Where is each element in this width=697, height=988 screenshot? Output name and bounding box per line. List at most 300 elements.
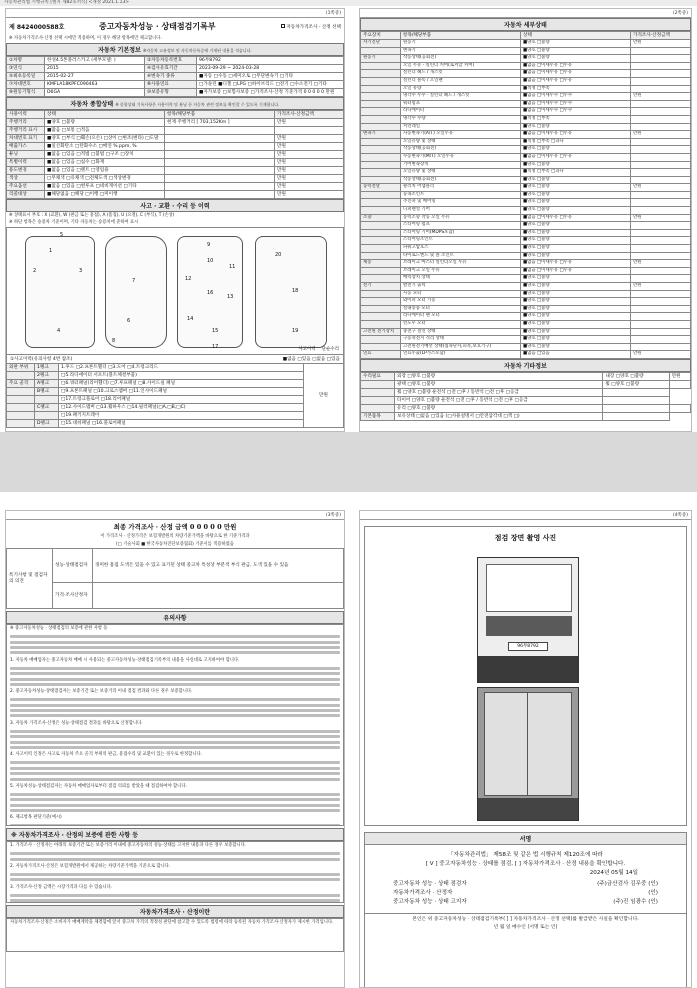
- detail-row: [361, 275, 691, 283]
- summary-cell: ■해당없음 □해당 □이행 □미이행: [45, 190, 165, 198]
- guarantee-item: 2. 자동차가격조사·산정은 보험개발원에서 제공하는 차량기준가액을 기준으로 합니다.: [10, 863, 171, 869]
- detail-row: [361, 62, 691, 70]
- detail-cell: [361, 153, 401, 161]
- signer-role: 자동차가격조사 · 산정자: [393, 890, 453, 896]
- detail-cell: [631, 85, 691, 93]
- sign-line-1: 「자동차관리법」 제58조 및 같은 법 시행규칙 제120조에 따라: [448, 852, 603, 858]
- basic-info-cell: ■자가보증 □보험사보증 □가격조사·산정 기준가격 0 0 0 0 0 만원: [197, 88, 344, 96]
- detail-cell: [361, 313, 401, 321]
- detail-cell: ■양호 □불량: [521, 245, 631, 253]
- summary-row: [7, 126, 344, 134]
- detail-cell: [361, 146, 401, 154]
- form-notice: ※ 자동차가격조사·산정 선택 시에만 적용하며, 이 경우 해당 항목에만 체크합니다.: [9, 36, 162, 41]
- summary-row: [7, 118, 344, 126]
- basic-info-cell: □가솔린 ■디젤 □LPG □하이브리드 □전기 □수소전기 □기타: [197, 80, 344, 88]
- detail-cell: 고전원 전기장치: [361, 328, 401, 336]
- page-4: [359, 510, 692, 988]
- sign-title: 서명: [519, 836, 532, 843]
- detail-cell: 만원: [631, 283, 691, 291]
- detail-row: [361, 260, 691, 268]
- frame-price: 만원: [304, 363, 344, 427]
- detail-cell: ■양호 □불량: [521, 40, 631, 48]
- detail-cell: [361, 275, 401, 283]
- diagram-legend: [292, 346, 339, 352]
- detail-row: [361, 184, 691, 192]
- detail-row: [361, 351, 691, 359]
- summary-row: [7, 182, 344, 190]
- page-mark: (2쪽중): [672, 11, 688, 16]
- price-check-label: 자동차가격조사 · 산정 선택: [286, 24, 341, 30]
- guarantee-item: 3. 가격조사·산정 금액은 시장가격과 다를 수 있습니다.: [10, 884, 113, 890]
- detail-cell: 오일 유량: [401, 85, 521, 93]
- detail-cell: 브레이크 마스터 실린더오일 누유: [401, 260, 521, 268]
- summary-cell: [165, 190, 275, 198]
- detail-cell: 자기진단: [361, 40, 401, 48]
- detail-cell: [631, 207, 691, 215]
- detail-row: [361, 85, 691, 93]
- other-info-row: [361, 388, 691, 396]
- detail-cell: 수동변속기(M/T) 오일누유: [401, 153, 521, 161]
- detail-cell: 만원: [631, 184, 691, 192]
- diagram-part-number: 5: [60, 231, 64, 238]
- detail-cell: 오일 누유 · 실린더 커버(로커암 커버): [401, 62, 521, 70]
- frame-cell: B랭크: [35, 387, 59, 395]
- detail-cell: ■없음 □미세누유 □누유: [521, 267, 631, 275]
- signer-name: (주)금산검사 김무중 (인): [597, 881, 658, 887]
- basic-info-cell: 2023-09-29 ~ 2024-03-28: [197, 64, 344, 72]
- detail-cell: ■양호 □불량: [521, 290, 631, 298]
- detail-cell: ■없음 □미세누유 □누유: [521, 153, 631, 161]
- detail-cell: 워터펌프: [401, 100, 521, 108]
- detail-cell: [361, 343, 401, 351]
- detail-cell: [631, 47, 691, 55]
- summary-cell: 튜닝: [7, 150, 45, 158]
- basic-info-cell: ⑩보증유형: [145, 88, 197, 96]
- notice-text-lines: [7, 873, 343, 881]
- page-3: [5, 510, 345, 988]
- final-sub-2: (□ 기술사회 ■ 한국자동차진단보증협회) 기준서를 적용하였음: [116, 541, 234, 547]
- detail-cell: [631, 55, 691, 63]
- detail-cell: 오일유량 및 상태: [401, 169, 521, 177]
- detail-cell: 작동상태(공회전): [401, 176, 521, 184]
- detail-cell: [631, 161, 691, 169]
- detail-cell: 동력전달: [361, 184, 401, 192]
- detail-row: [361, 313, 691, 321]
- diagram-part-number: 10: [207, 257, 214, 264]
- detail-table: [360, 31, 691, 359]
- detail-row: [361, 176, 691, 184]
- sign-date: 2024년 05월 14일: [589, 870, 638, 876]
- other-info-row: [361, 412, 691, 420]
- detail-cell: [361, 199, 401, 207]
- notice-list: [6, 624, 344, 826]
- detail-cell: 디퍼렌셜 기어: [401, 207, 521, 215]
- summary-cell: [165, 182, 275, 190]
- other-info-cell: 외장 □양호 □불량: [395, 372, 603, 380]
- guarantee-item: 1. 가격조사 · 산정자는 아래의 보증기간 또는 보증거리 이내에 중고자동차의 성능·상태를 고지한 내용과 다른 경우 보증합니다.: [10, 843, 247, 849]
- detail-cell: 타이로드엔드 및 볼 조인트: [401, 252, 521, 260]
- detail-cell: 배력장치 상태: [401, 275, 521, 283]
- diagram-part-number: 11: [229, 263, 236, 270]
- summary-cell: 리콜대상: [7, 190, 45, 198]
- summary-cell: 주행거리: [7, 118, 45, 126]
- frame-cell: 1랭크: [35, 363, 59, 371]
- summary-cell: 주행거리 표시: [7, 126, 45, 134]
- other-info-cell: [669, 404, 690, 412]
- summary-cell: 만원: [275, 158, 344, 166]
- detail-cell: 충전구 절연 상태: [401, 328, 521, 336]
- detail-cell: 제동: [361, 260, 401, 268]
- detail-cell: 클러치 어셈블리: [401, 184, 521, 192]
- other-info-cell: 휠 □양호 □불량: [603, 380, 669, 388]
- sign-line-2: [ V ] 중고자동차성능 · 상태를 점검, [ ] 자동차가격조사 · 산정 내용을 확인합니다.: [425, 861, 626, 867]
- other-info-cell: [603, 404, 669, 412]
- summary-cell: □무채색 □유채색 □전체도색 □색상변경: [45, 174, 165, 182]
- summary-cell: ■없음 □있음 □렌트 □영업용: [45, 166, 165, 174]
- summary-header-cell: 사용이력: [7, 110, 45, 118]
- signer-role: 중고자동차 성능 · 상태 점검자: [393, 881, 467, 887]
- page-mark: (1쪽중): [325, 11, 341, 16]
- notice-item: 3. 자동차 가격조사·산정은 성능·상태점검 결과를 바탕으로 산정합니다.: [10, 720, 143, 726]
- accident-status-label: ①사고이력(유의사항 4번 참조): [10, 356, 73, 362]
- notice-text-lines: [7, 730, 343, 749]
- detail-cell: [631, 191, 691, 199]
- detail-cell: [361, 298, 401, 306]
- detail-cell: 파워고압호스: [401, 245, 521, 253]
- summary-cell: [275, 126, 344, 134]
- basic-info-row: [7, 64, 344, 72]
- other-info-cell: 유리 □양호 □불량: [395, 404, 603, 412]
- detail-cell: ■양호 □불량: [521, 176, 631, 184]
- summary-cell: ■양호 □부식 □훼손(오손) □상이 □변조(변타) □도말: [45, 134, 165, 142]
- summary-row: [7, 134, 344, 142]
- basic-info-cell: KMFLA18KPFC090463: [45, 80, 145, 88]
- basic-info-cell: ②자동차등록번호: [145, 56, 197, 64]
- detail-cell: 원동기: [401, 40, 521, 48]
- accident-legend: ※ 상태표시 부호 : X (교환), W (판금 또는 용접), A (흠집), U (요철), C (부식), T (손상): [9, 212, 175, 218]
- detail-cell: [631, 169, 691, 177]
- summary-cell: [165, 174, 275, 182]
- detail-row: [361, 100, 691, 108]
- diagram-part-number: 16: [207, 289, 214, 296]
- detail-header-cell: 주요장치: [361, 32, 401, 40]
- page-2: [359, 8, 692, 432]
- detail-cell: 전기: [361, 283, 401, 291]
- window-title-bar: [0, 0, 697, 6]
- detail-cell: 조향: [361, 214, 401, 222]
- detail-cell: [631, 305, 691, 313]
- notice-item: ※ 중고자동차성능 · 상태점검의 보증에 관한 사항 등: [10, 626, 108, 632]
- detail-cell: [631, 313, 691, 321]
- page-mark: (4쪽중): [672, 513, 688, 518]
- final-sub: 이 가격조사 · 산정가격은 보험개발원의 차량기준가액을 바탕으로 한 기준가격과: [100, 534, 250, 539]
- other-info-header: [360, 359, 691, 372]
- diagram-part-number: 2: [33, 267, 37, 274]
- frame-row: [7, 411, 344, 419]
- detail-cell: ■양호 □불량: [521, 320, 631, 328]
- detail-cell: [361, 62, 401, 70]
- detail-cell: [631, 267, 691, 275]
- car-rear-view: [255, 236, 327, 348]
- frame-row: [7, 379, 344, 387]
- detail-cell: ■양호 □불량: [521, 207, 631, 215]
- detail-cell: [631, 298, 691, 306]
- basic-info-cell: ■자동 □수동 □세미오토 □무단변속기 □기타: [197, 72, 344, 80]
- other-info-row: [361, 396, 691, 404]
- special-label: 특기사항 및 점검자의 의견: [7, 549, 53, 609]
- detail-cell: 윈도우 모터: [401, 320, 521, 328]
- diagram-part-number: 9: [207, 241, 211, 248]
- sign-header: [365, 833, 686, 845]
- detail-row: [361, 169, 691, 177]
- basic-info-title: 자동차 기본정보: [98, 46, 141, 54]
- summary-cell: 만원: [275, 150, 344, 158]
- detail-cell: [631, 328, 691, 336]
- summary-cell: 배출가스: [7, 142, 45, 150]
- detail-cell: [361, 93, 401, 101]
- frame-cell: □17.트렁크플로어 □18.리어패널: [59, 395, 304, 403]
- other-info-cell: [361, 388, 395, 396]
- detail-cell: ■없음 □미세누유 □누유: [521, 62, 631, 70]
- detail-cell: [361, 336, 401, 344]
- frame-cell: [7, 395, 35, 403]
- detail-cell: ■양호 □불량: [521, 191, 631, 199]
- notice-text-lines: [7, 852, 343, 860]
- detail-cell: ■양호 □불량: [521, 252, 631, 260]
- detail-cell: [631, 336, 691, 344]
- frame-cell: [7, 419, 35, 427]
- diagram-part-number: 15: [212, 327, 219, 334]
- detail-row: [361, 245, 691, 253]
- summary-cell: [165, 126, 275, 134]
- summary-cell: ■없음 □있음 □침수 □화재: [45, 158, 165, 166]
- detail-cell: 만원: [631, 131, 691, 139]
- summary-row: [7, 174, 344, 182]
- plate-number: 96무8792: [508, 642, 548, 651]
- detail-cell: [631, 275, 691, 283]
- page-1: [5, 8, 345, 432]
- frame-cell: C랭크: [35, 403, 59, 411]
- basic-info-table: [6, 56, 344, 97]
- frame-cell: [7, 371, 35, 379]
- detail-cell: ■양호 □불량: [521, 161, 631, 169]
- notice-text-lines: [7, 894, 343, 902]
- frame-cell: 외판 부위: [7, 363, 35, 371]
- detail-row: [361, 47, 691, 55]
- car-diagram: [6, 227, 344, 355]
- detail-cell: [361, 207, 401, 215]
- summary-row: [7, 150, 344, 158]
- detail-cell: ■양호 □불량: [521, 336, 631, 344]
- diagram-part-number: 7: [132, 277, 136, 284]
- detail-cell: [361, 191, 401, 199]
- detail-row: [361, 55, 691, 63]
- guarantee-header: [6, 828, 344, 841]
- detail-row: [361, 199, 691, 207]
- detail-cell: ■양호 □불량: [521, 313, 631, 321]
- detail-cell: ■양호 □불량: [521, 123, 631, 131]
- detail-cell: 만원: [631, 260, 691, 268]
- detail-cell: ■양호 □불량: [521, 237, 631, 245]
- basic-info-cell: D6GA: [45, 88, 145, 96]
- diagram-part-number: 4: [57, 327, 61, 334]
- basic-info-cell: 2015: [45, 64, 145, 72]
- detail-cell: ■양호 □불량: [521, 184, 631, 192]
- detail-cell: 냉각수 수량: [401, 115, 521, 123]
- basic-info-row: [7, 80, 344, 88]
- detail-cell: 동력조향 작동 오일 누유: [401, 214, 521, 222]
- frame-cell: □19.패키지트레이: [59, 411, 304, 419]
- detail-cell: 와이퍼 모터 기능: [401, 298, 521, 306]
- notice-text-lines: [7, 761, 343, 780]
- other-info-row: [361, 404, 691, 412]
- detail-row: [361, 320, 691, 328]
- detail-row: [361, 131, 691, 139]
- detail-cell: 라디에이터 팬 모터: [401, 313, 521, 321]
- summary-cell: 만원: [275, 166, 344, 174]
- detail-cell: [361, 77, 401, 85]
- summary-cell: 만원: [275, 174, 344, 182]
- summary-cell: ■없음 □있음 □적법 □불법 □구조 □장치: [45, 150, 165, 158]
- detail-cell: ■없음 □미세누수 □누수: [521, 100, 631, 108]
- detail-row: [361, 191, 691, 199]
- detail-cell: [631, 100, 691, 108]
- detail-cell: 실내송풍 모터: [401, 305, 521, 313]
- other-info-cell: [669, 380, 690, 388]
- detail-cell: [631, 153, 691, 161]
- summary-cell: 용도변경: [7, 166, 45, 174]
- detail-cell: ■적정 □부족: [521, 85, 631, 93]
- detail-cell: [631, 123, 691, 131]
- receipt-date: 년 월 일 매수인 (서명 또는 인): [493, 924, 558, 930]
- detail-cell: ■양호 □불량: [521, 199, 631, 207]
- frame-cell: [7, 403, 35, 411]
- detail-cell: ■적정 □부족 □과다: [521, 169, 631, 177]
- summary-cell: ■일산화탄소 □탄화수소 □매연 % ppm, %: [45, 142, 165, 150]
- diagram-part-number: 19: [292, 327, 299, 334]
- summary-cell: 주요옵션: [7, 182, 45, 190]
- detail-cell: ■없음 □있음: [521, 351, 631, 359]
- detail-cell: [631, 115, 691, 123]
- photo-box: [364, 526, 687, 826]
- detail-cell: 자동변속기(A/T) 오일누유: [401, 131, 521, 139]
- frame-cell: □5.라디에이터 서포트(볼트체결부품): [59, 371, 304, 379]
- summary-header: [6, 97, 344, 110]
- detail-cell: [631, 176, 691, 184]
- detail-cell: [361, 47, 401, 55]
- detail-row: [361, 77, 691, 85]
- detail-cell: [631, 70, 691, 78]
- detail-cell: [361, 267, 401, 275]
- detail-cell: 만원: [631, 351, 691, 359]
- basic-info-cell: ⑦차대번호: [7, 80, 45, 88]
- form-number: 제 8424000588호: [9, 24, 65, 31]
- frame-cell: [7, 411, 35, 419]
- diagram-legend-item: 단순수리: [321, 346, 339, 352]
- detail-row: [361, 267, 691, 275]
- detail-cell: [361, 252, 401, 260]
- diagram-part-number: 20: [275, 251, 282, 258]
- detail-header-cell: 상태: [521, 32, 631, 40]
- detail-cell: 변속기: [361, 131, 401, 139]
- other-info-cell: 타이어 □양호 □불량 운전석 □전 □후 / 동반석 □전 □후 □응급: [395, 396, 603, 404]
- signer-row: [373, 880, 678, 889]
- basic-info-cell: ⑤최초등록일: [7, 72, 45, 80]
- detail-cell: ■없음 □미세누유 □누유: [521, 70, 631, 78]
- summary-cell: [165, 166, 275, 174]
- detail-cell: 만원: [631, 93, 691, 101]
- detail-cell: [631, 62, 691, 70]
- frame-cell: [7, 387, 35, 395]
- basic-info-cell: 2015-02-27: [45, 72, 145, 80]
- detail-cell: 발전기 출력: [401, 283, 521, 291]
- detail-row: [361, 40, 691, 48]
- other-info-cell: [361, 380, 395, 388]
- detail-cell: ■적정 □부족 □과다: [521, 138, 631, 146]
- other-info-cell: 만원: [669, 372, 690, 380]
- diagram-part-number: 12: [185, 275, 192, 282]
- detail-header-cell: 가격조사·산정금액: [631, 32, 691, 40]
- detail-cell: [361, 115, 401, 123]
- detail-cell: ■양호 □불량: [521, 47, 631, 55]
- price-calc-header: [6, 905, 344, 918]
- detail-cell: 브레이크 오일 누유: [401, 267, 521, 275]
- other-info-row: [361, 372, 691, 380]
- frame-cell: □15.대쉬패널 □16.플로어패널: [59, 419, 304, 427]
- summary-header-cell: 가격조사·산정금액: [275, 110, 344, 118]
- frame-row: [7, 387, 344, 395]
- frame-cell: □6.쿼터패널(리어휀더) □7.루프패널 □8.사이드실 패널: [59, 379, 304, 387]
- detail-cell: [361, 290, 401, 298]
- detail-cell: ■양호 □불량: [521, 298, 631, 306]
- other-info-cell: [361, 404, 395, 412]
- detail-row: [361, 146, 691, 154]
- diagram-part-number: 13: [227, 293, 234, 300]
- other-info-table: [360, 372, 691, 421]
- detail-cell: [361, 237, 401, 245]
- summary-cell: 특별이력: [7, 158, 45, 166]
- frame-cell: 주요 골격: [7, 379, 35, 387]
- summary-row: [7, 158, 344, 166]
- other-info-cell: 내장 □양호 □불량: [603, 372, 669, 380]
- detail-row: [361, 70, 691, 78]
- detail-cell: ■양호 □불량: [521, 275, 631, 283]
- diagram-part-number: 3: [79, 267, 83, 274]
- detail-cell: 라디에이터: [401, 108, 521, 116]
- detail-cell: ■적정 □부족: [521, 115, 631, 123]
- notice-text-lines: [7, 698, 343, 717]
- basic-info-cell: ⑧사용연료: [145, 80, 197, 88]
- basic-info-cell: 96무8792: [197, 56, 344, 64]
- guarantee-list: [6, 841, 344, 903]
- diagram-part-number: 17: [212, 343, 219, 350]
- detail-cell: 만원: [631, 214, 691, 222]
- detail-cell: 등속조인트: [401, 191, 521, 199]
- frame-row: [7, 395, 344, 403]
- detail-cell: [361, 108, 401, 116]
- detail-row: [361, 222, 691, 230]
- detail-cell: 실린더 블록 / 오일팬: [401, 77, 521, 85]
- detail-row: [361, 214, 691, 222]
- other-info-cell: 보유상태 □없음 □있음 (□사용설명서 □안전삼각대 □잭 □): [395, 412, 603, 420]
- detail-row: [361, 123, 691, 131]
- price-check-checkbox[interactable]: [281, 24, 285, 28]
- detail-cell: 만원: [631, 40, 691, 48]
- notice-header: [6, 611, 344, 624]
- summary-cell: 색상: [7, 174, 45, 182]
- final-price: 최종 가격조사 · 산정 금액 0 0 0 0 0 만원: [113, 523, 237, 531]
- basic-info-cell: ①차명: [7, 56, 45, 64]
